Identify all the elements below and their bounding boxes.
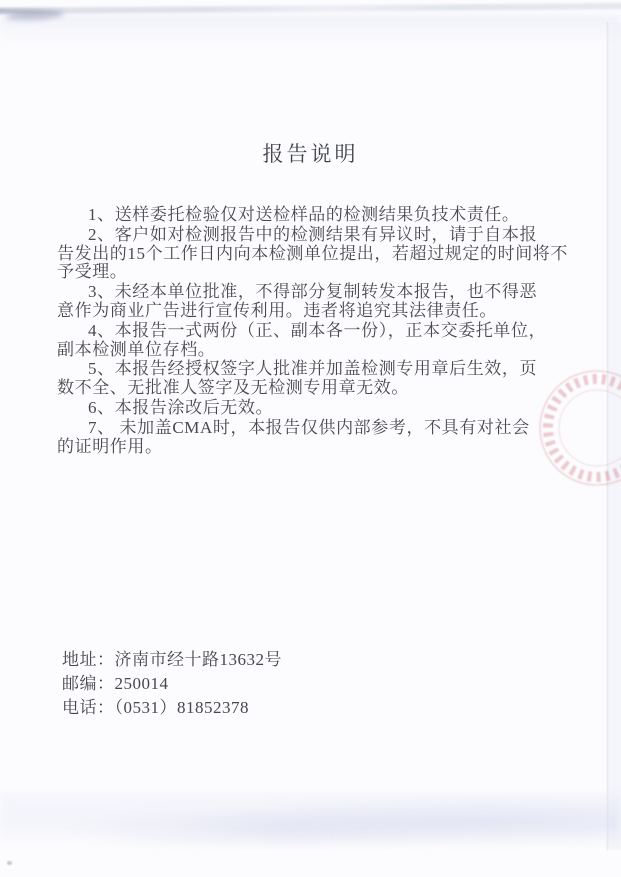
note-item-1: [57, 206, 573, 225]
note-item-5: [57, 360, 573, 398]
scan-artifact-top-band: [0, 15, 621, 43]
footer-contact-block: [62, 648, 282, 721]
scan-artifact-bottom-band: [0, 792, 621, 846]
note-line: 予受理。: [57, 262, 128, 282]
note-item-7: [57, 419, 573, 457]
note-line: 7、 未加盖CMA时，本报告仅供内部参考，不具有对社会: [88, 417, 530, 437]
note-line: 的证明作用。: [57, 436, 163, 456]
note-line: 2、客户如对检测报告中的检测结果有异议时，请于自本报: [88, 224, 538, 244]
page-title: 报告说明: [262, 142, 359, 166]
scan-artifact-top-streak: [0, 3, 621, 14]
note-item-4: [57, 322, 573, 360]
note-line: 3、未经本单位批准，不得部分复制转发本报告，也不得恶: [88, 282, 538, 302]
scan-artifact-bottom-dot: [7, 861, 12, 865]
note-line: 5、本报告经授权签字人批准并加盖检测专用章后生效，页: [88, 359, 538, 379]
note-line: 4、本报告一式两份（正、副本各一份），正本交委托单位，: [88, 320, 547, 340]
report-notes: [57, 206, 573, 457]
note-item-3: [57, 283, 573, 321]
footer-phone: 电话：（0531）81852378: [62, 698, 249, 718]
note-line: 意作为商业广告进行宣传利用。违者将追究其法律责任。: [57, 300, 497, 320]
note-line: 6、本报告涂改后无效。: [88, 397, 274, 417]
note-item-6: [57, 399, 573, 418]
note-item-2: [57, 226, 573, 282]
footer-address: 地址：济南市经十路13632号: [62, 650, 282, 669]
footer-postcode: 邮编：250014: [62, 674, 169, 694]
note-line: 告发出的15个工作日内向本检测单位提出，若超过规定的时间将不: [57, 243, 568, 263]
note-line: 副本检测单位存档。: [57, 339, 216, 359]
note-line: 1、送样委托检验仅对送检样品的检测结果负技术责任。: [88, 205, 520, 224]
note-line: 数不全、无批准人签字及无检测专用章无效。: [57, 378, 409, 398]
